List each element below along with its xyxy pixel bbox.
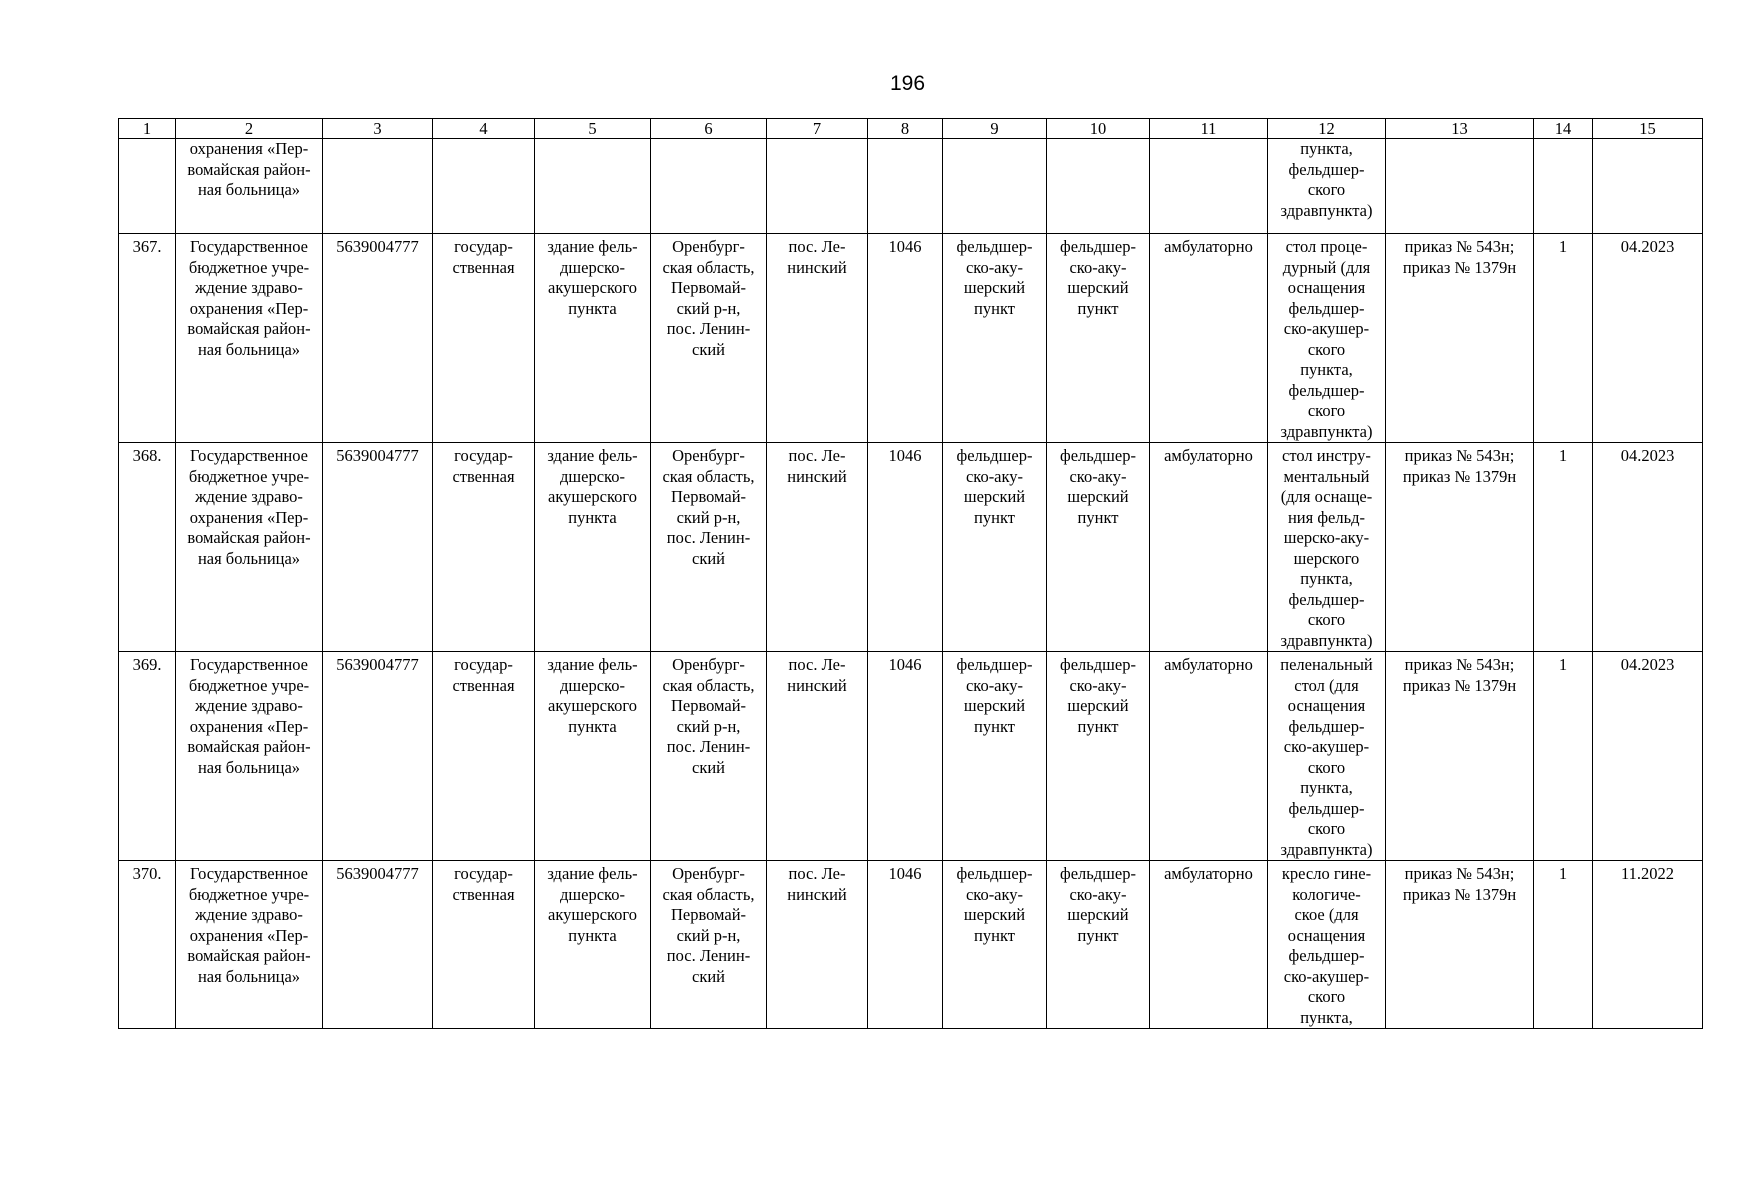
table-cell [433, 139, 535, 234]
registry-table [118, 118, 1703, 1029]
table-cell: амбулаторно [1150, 861, 1268, 1029]
table-cell: амбулаторно [1150, 443, 1268, 652]
table-cell: охранения «Пер- вомайская район- ная больница» [176, 139, 323, 234]
table-cell: стол проце- дурный (для оснащения фельдшер- ско-акушер- ского пункта, фельдшер- ского здравпункта) [1268, 234, 1386, 443]
column-header: 14 [1534, 119, 1593, 139]
table-cell: приказ № 543н; приказ № 1379н [1386, 443, 1534, 652]
column-header: 13 [1386, 119, 1534, 139]
column-header: 12 [1268, 119, 1386, 139]
table-row [119, 861, 1703, 1029]
column-header: 6 [651, 119, 767, 139]
column-header: 2 [176, 119, 323, 139]
table-cell: 1046 [868, 234, 943, 443]
table-cell [868, 139, 943, 234]
table-cell: приказ № 543н; приказ № 1379н [1386, 234, 1534, 443]
page-number: 196 [889, 72, 926, 95]
table-cell: 370. [119, 861, 176, 1029]
table-cell [1150, 139, 1268, 234]
table-cell [1047, 139, 1150, 234]
table-cell [535, 139, 651, 234]
column-header: 5 [535, 119, 651, 139]
table-cell: 04.2023 [1593, 443, 1703, 652]
column-header: 10 [1047, 119, 1150, 139]
table-cell: фельдшер- ско-аку- шерский пункт [943, 443, 1047, 652]
table-cell: приказ № 543н; приказ № 1379н [1386, 652, 1534, 861]
table-cell [767, 139, 868, 234]
table-cell [943, 139, 1047, 234]
table-cell: 04.2023 [1593, 234, 1703, 443]
table-cell: 5639004777 [323, 234, 433, 443]
column-header: 4 [433, 119, 535, 139]
table-cell: фельдшер- ско-аку- шерский пункт [943, 861, 1047, 1029]
table-cell: Государственное бюджетное учре- ждение здраво- охранения «Пер- вомайская район- ная больница» [176, 443, 323, 652]
table-cell: здание фель- дшерско- акушерского пункта [535, 652, 651, 861]
table-cell: фельдшер- ско-аку- шерский пункт [943, 652, 1047, 861]
table-cell: Государственное бюджетное учре- ждение здраво- охранения «Пер- вомайская район- ная больница» [176, 861, 323, 1029]
table-cell: государ- ственная [433, 234, 535, 443]
column-number-row [119, 119, 1703, 139]
table-cell: 1046 [868, 861, 943, 1029]
table-row [119, 652, 1703, 861]
column-header: 9 [943, 119, 1047, 139]
table-cell: амбулаторно [1150, 652, 1268, 861]
table-cell: Оренбург- ская область, Первомай- ский р-н, пос. Ленин- ский [651, 234, 767, 443]
table-row [119, 139, 1703, 234]
table-cell: пос. Ле- нинский [767, 861, 868, 1029]
table-cell: Государственное бюджетное учре- ждение здраво- охранения «Пер- вомайская район- ная больница» [176, 234, 323, 443]
table-cell: здание фель- дшерско- акушерского пункта [535, 861, 651, 1029]
table-cell: Оренбург- ская область, Первомай- ский р-н, пос. Ленин- ский [651, 652, 767, 861]
table-cell: 1 [1534, 234, 1593, 443]
table-cell: Оренбург- ская область, Первомай- ский р-н, пос. Ленин- ский [651, 861, 767, 1029]
table-cell: 369. [119, 652, 176, 861]
table-cell [323, 139, 433, 234]
table-cell: кресло гине- кологиче- ское (для оснащения фельдшер- ско-акушер- ского пункта, [1268, 861, 1386, 1029]
table-cell: 11.2022 [1593, 861, 1703, 1029]
table-cell: фельдшер- ско-аку- шерский пункт [1047, 861, 1150, 1029]
table-cell: 1046 [868, 443, 943, 652]
table-cell: фельдшер- ско-аку- шерский пункт [1047, 652, 1150, 861]
table-cell [1593, 139, 1703, 234]
table-body [119, 139, 1703, 1029]
table-cell: фельдшер- ско-аку- шерский пункт [1047, 443, 1150, 652]
column-header: 11 [1150, 119, 1268, 139]
table-cell: пос. Ле- нинский [767, 443, 868, 652]
table-cell [1534, 139, 1593, 234]
table-cell: пос. Ле- нинский [767, 234, 868, 443]
table-cell: амбулаторно [1150, 234, 1268, 443]
table-cell: 1046 [868, 652, 943, 861]
column-header: 1 [119, 119, 176, 139]
table-cell: приказ № 543н; приказ № 1379н [1386, 861, 1534, 1029]
table-cell: 1 [1534, 861, 1593, 1029]
column-header: 8 [868, 119, 943, 139]
column-header: 3 [323, 119, 433, 139]
table-cell: 367. [119, 234, 176, 443]
table-cell: 368. [119, 443, 176, 652]
table-cell: 04.2023 [1593, 652, 1703, 861]
table-cell: 1 [1534, 652, 1593, 861]
table-cell: 5639004777 [323, 861, 433, 1029]
table-row [119, 234, 1703, 443]
table-cell [119, 139, 176, 234]
table-cell: пункта, фельдшер- ского здравпункта) [1268, 139, 1386, 234]
table-cell: 5639004777 [323, 652, 433, 861]
table-cell: 5639004777 [323, 443, 433, 652]
table-cell: пеленальный стол (для оснащения фельдшер- ско-акушер- ского пункта, фельдшер- ского здравпункта) [1268, 652, 1386, 861]
table-cell [1386, 139, 1534, 234]
column-header: 15 [1593, 119, 1703, 139]
table-cell: государ- ственная [433, 861, 535, 1029]
table-cell [651, 139, 767, 234]
table-cell: здание фель- дшерско- акушерского пункта [535, 234, 651, 443]
table-cell: пос. Ле- нинский [767, 652, 868, 861]
table-row [119, 443, 1703, 652]
table-cell: государ- ственная [433, 652, 535, 861]
table-cell: Оренбург- ская область, Первомай- ский р-н, пос. Ленин- ский [651, 443, 767, 652]
table-cell: стол инстру- ментальный (для оснаще- ния фельд- шерско-аку- шерского пункта, фельдшер- ского здравпункта) [1268, 443, 1386, 652]
table-cell: государ- ственная [433, 443, 535, 652]
table-cell: 1 [1534, 443, 1593, 652]
table-cell: фельдшер- ско-аку- шерский пункт [1047, 234, 1150, 443]
table-cell: Государственное бюджетное учре- ждение здраво- охранения «Пер- вомайская район- ная больница» [176, 652, 323, 861]
table-cell: фельдшер- ско-аку- шерский пункт [943, 234, 1047, 443]
column-header: 7 [767, 119, 868, 139]
table-cell: здание фель- дшерско- акушерского пункта [535, 443, 651, 652]
